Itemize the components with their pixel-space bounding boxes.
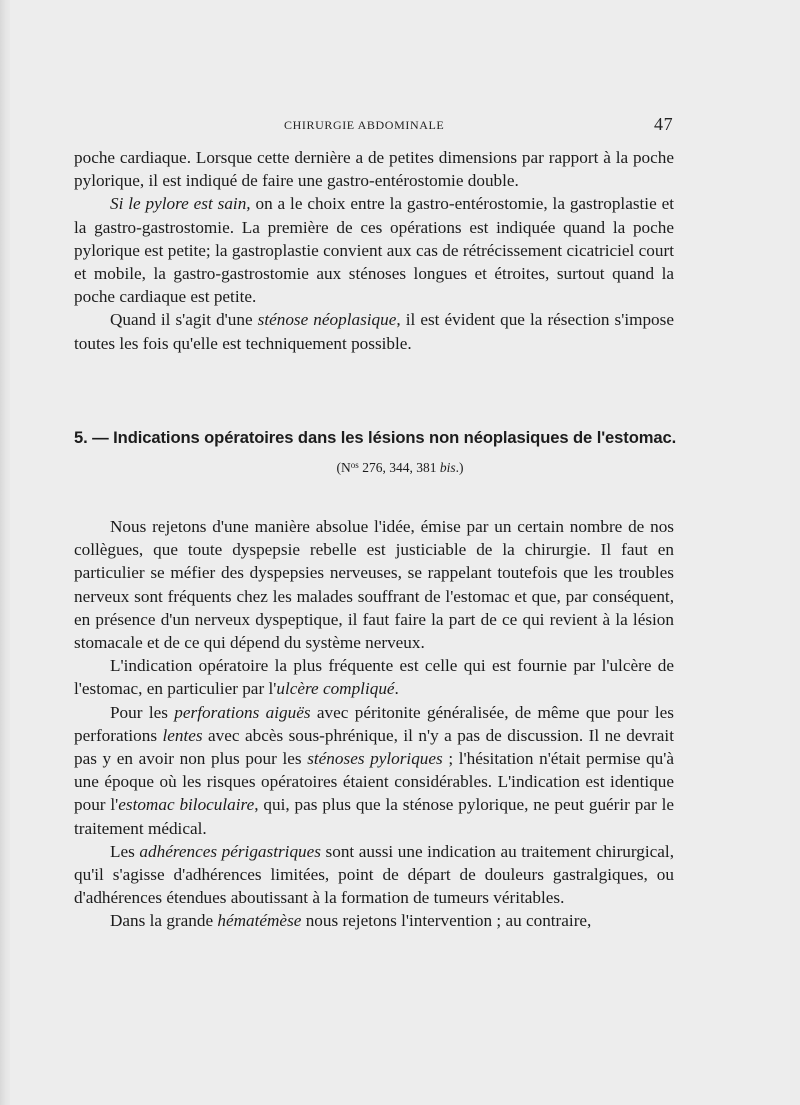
section-references: ($N^{os}$ 276, 344, 381 bis.): [336, 460, 464, 475]
running-title: CHIRURGIE ABDOMINALE: [284, 118, 445, 132]
emphasis: sténoses pyloriques: [307, 749, 443, 769]
text-block-main: [74, 515, 674, 933]
emphasis: ulcère compliqué: [276, 679, 395, 699]
text-block-top: [74, 146, 674, 355]
paragraph-adherences: Les adhérences périgastriques sont aussi une indication au traitement chirurgical, qu'il s'agisse d'adhérences limitées, point de départ de douleurs gastralgiques, ou d'adhérences étendues aboutissant à la formation de tumeurs véritables.: [74, 841, 674, 908]
emphasis: Si le pylore est sain,: [110, 194, 251, 214]
emphasis: hématémèse: [217, 911, 302, 931]
emphasis: perforations aiguës: [174, 702, 311, 722]
paragraph-dyspepsie: Nous rejetons d'une manière absolue l'idée, émise par un certain nombre de nos collègues, que toute dyspepsie rebelle est justiciable de la chirurgie. Il faut en particulier se méfier des dyspepsies nerveuses, se rappelant toutefois que les troubles nerveux sont fréquents chez les malades souffrant de l'estomac et que, par conséquent, en présence d'un nerveux dyspeptique, il faut faire la part de ce qui revient à la lésion stomacale et de ce qui dépend du système nerveux.: [74, 517, 674, 653]
paragraph-stenose-neoplasique: Quand il s'agit d'une sténose néoplasique, il est évident que la résection s'impose toutes les fois qu'elle est techniquement possible.: [74, 310, 674, 353]
emphasis: adhérences périgastriques: [139, 841, 321, 861]
page-number: 47: [654, 114, 674, 134]
emphasis: sténose néoplasique: [257, 310, 397, 330]
paragraph-ulcere: L'indication opératoire la plus fréquente est celle qui est fournie par l'ulcère de l'estomac, en particulier par l'ulcère compliqué.: [74, 656, 674, 699]
paragraph-hematemese: Dans la grande hématémèse nous rejetons l'intervention ; au contraire,: [110, 911, 592, 931]
section-heading: 5. — Indications opératoires dans les lésions non néoplasiques de l'estomac.: [74, 428, 677, 447]
paragraph-continuation: poche cardiaque. Lorsque cette dernière a de petites dimensions par rapport à la poche pylorique, il est indiqué de faire une gastro-entérostomie double.: [74, 148, 674, 191]
emphasis: lentes: [162, 725, 203, 745]
paragraph-perforations: Pour les perforations aiguës avec péritonite généralisée, de même que pour les perforations lentes avec abcès sous-phrénique, il n'y a pas de discussion. Il ne devrait pas y en avoir non plus pour les sténoses pyloriques ; l'hésitation n'était permise qu'à une époque où les risques opératoires étaient considérables. L'indication est identique pour l'estomac biloculaire, qui, pas plus que la sténose pylorique, ne peut guérir par le traitement médical.: [74, 702, 674, 838]
paragraph-pylore-sain: Si le pylore est sain, on a le choix entre la gastro-entérostomie, la gastroplastie et la gastro-gastrostomie. La première de ces opérations est indiquée quand la poche pylorique est petite; la gastroplastie convient aux cas de rétrécissement cicatriciel court et mobile, la gastro-gastrostomie aux sténoses longues et étroites, surtout quand la poche cardiaque est petite.: [74, 194, 674, 307]
emphasis: estomac biloculaire: [118, 795, 255, 815]
